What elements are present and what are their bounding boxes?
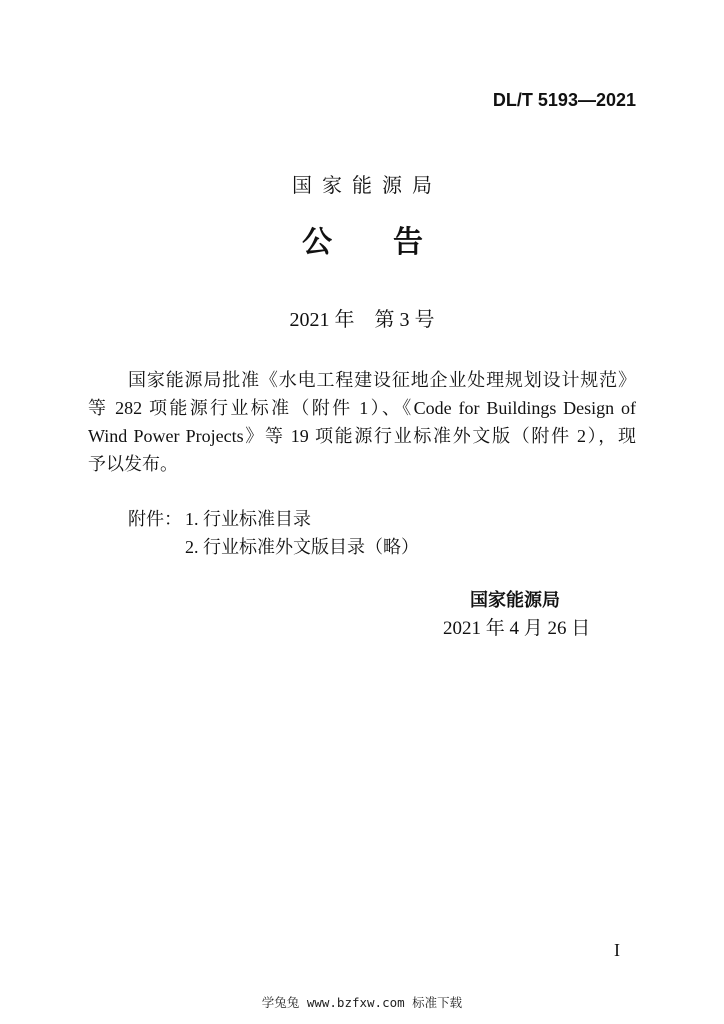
attachment-item: 2. 行业标准外文版目录（略） [185,537,419,557]
body-line: 国家能源局批准《水电工程建设征地企业处理规划设计规范》 [128,370,636,390]
issuer-heading: 国家能源局 [292,173,442,197]
body-line: 等 282 项能源行业标准（附件 1）、《Code for Buildings Design of [88,398,636,418]
signature-organization: 国家能源局 [470,590,560,611]
attachment-label: 附件： [128,509,182,529]
body-line: 予以发布。 [88,454,178,474]
attachment-list [128,505,311,533]
body-line: Wind Power Projects》等 19 项能源行业标准外文版（附件 2），现 [88,426,636,446]
page-number: I [614,940,620,960]
issue-number: 2021 年 第 3 号 [289,309,435,331]
attachment-item: 1. 行业标准目录 [185,509,311,529]
signature-date: 2021 年 4 月 26 日 [443,618,591,639]
announcement-body [88,366,636,478]
announcement-title: 公告 [302,225,484,260]
standard-code: DL/T 5193—2021 [492,90,636,110]
footer-watermark: 学兔兔 www.bzfxw.com 标准下载 [261,995,463,1010]
